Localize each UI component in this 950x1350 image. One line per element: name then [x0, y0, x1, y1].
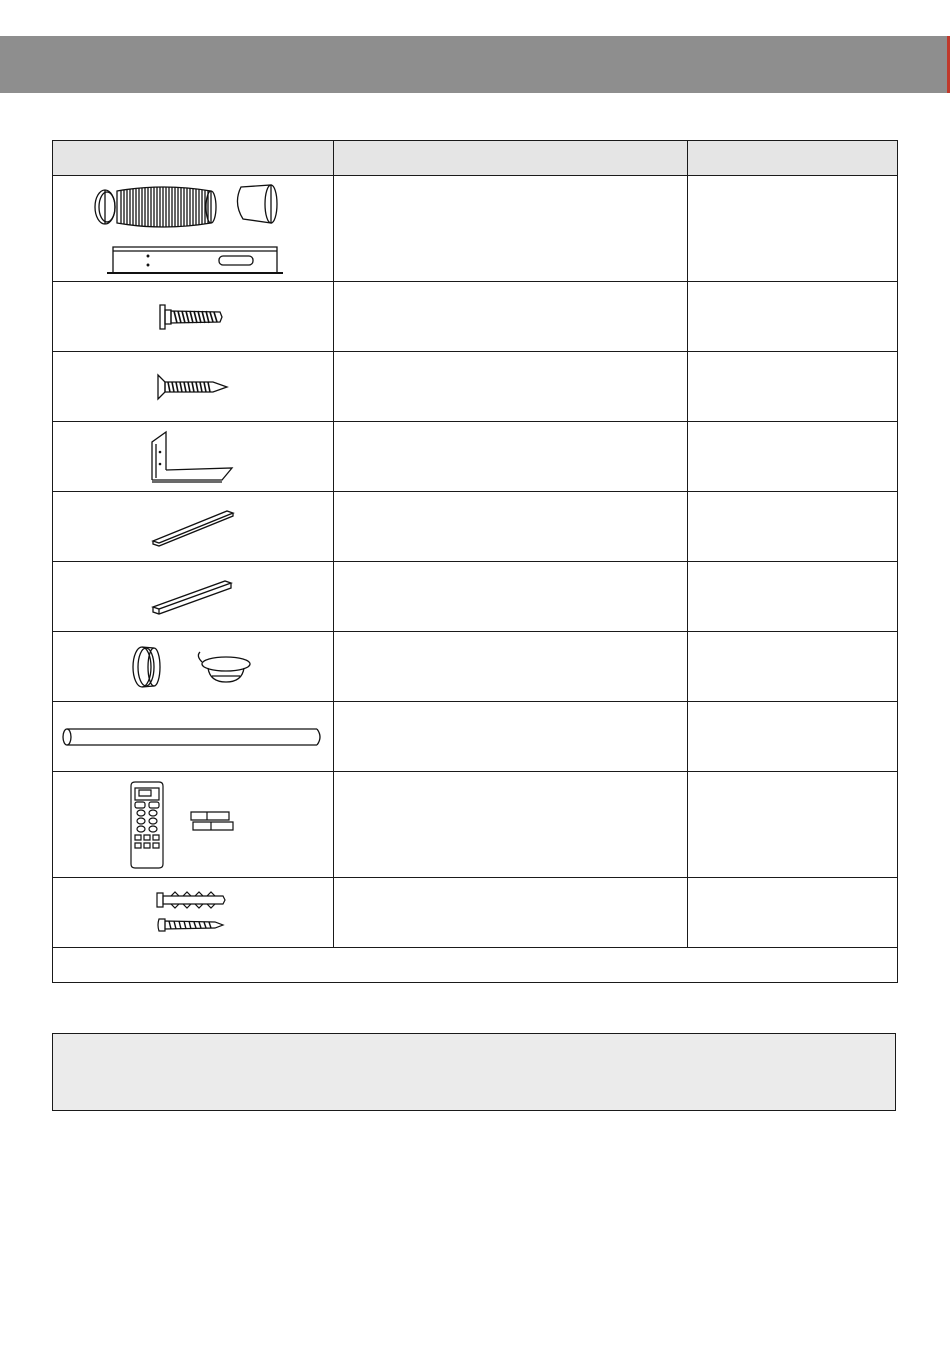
flat-strip-icon — [151, 507, 235, 547]
row-name-cell — [334, 702, 688, 772]
row-name-cell — [334, 878, 688, 948]
remote-control-icon — [123, 780, 263, 870]
table-row — [53, 878, 898, 948]
countersunk-screw-icon — [155, 372, 231, 402]
row-image-cell — [53, 282, 334, 352]
row-image-cell — [53, 562, 334, 632]
table-row — [53, 492, 898, 562]
row-qty-cell — [688, 282, 898, 352]
row-qty-cell — [688, 422, 898, 492]
table-row — [53, 282, 898, 352]
row-qty-cell — [688, 878, 898, 948]
drain-tube-icon — [61, 725, 325, 749]
row-qty-cell — [688, 562, 898, 632]
table-row — [53, 352, 898, 422]
row-name-cell — [334, 352, 688, 422]
row-qty-cell — [688, 632, 898, 702]
note-box — [52, 1033, 896, 1111]
table-row — [53, 562, 898, 632]
table-row — [53, 176, 898, 282]
exhaust-hose-kit-icon — [93, 181, 293, 277]
row-name-cell — [334, 632, 688, 702]
row-image-cell — [53, 772, 334, 878]
row-image-cell — [53, 352, 334, 422]
l-bracket-icon — [148, 430, 238, 484]
row-name-cell — [334, 176, 688, 282]
row-qty-cell — [688, 176, 898, 282]
row-qty-cell — [688, 702, 898, 772]
table-row — [53, 702, 898, 772]
anchor-and-screw-icon — [153, 891, 233, 935]
row-image-cell — [53, 492, 334, 562]
row-name-cell — [334, 422, 688, 492]
table-row — [53, 632, 898, 702]
header-bar — [0, 36, 950, 93]
row-image-cell — [53, 632, 334, 702]
row-image-cell — [53, 422, 334, 492]
header-name — [334, 141, 688, 176]
table-row — [53, 422, 898, 492]
row-image-cell — [53, 702, 334, 772]
table-footnote-row — [53, 948, 898, 983]
header-accessory — [53, 141, 334, 176]
parts-table — [52, 140, 898, 983]
header-quantity — [688, 141, 898, 176]
table-footnote — [53, 948, 898, 983]
row-name-cell — [334, 492, 688, 562]
row-qty-cell — [688, 772, 898, 878]
hose-adapter-icon — [128, 642, 258, 692]
table-header-row — [53, 141, 898, 176]
row-name-cell — [334, 772, 688, 878]
flange-bolt-icon — [158, 297, 228, 337]
row-name-cell — [334, 562, 688, 632]
row-name-cell — [334, 282, 688, 352]
row-qty-cell — [688, 352, 898, 422]
foam-strip-icon — [151, 577, 235, 617]
row-image-cell — [53, 878, 334, 948]
row-image-cell — [53, 176, 334, 282]
table-row — [53, 772, 898, 878]
row-qty-cell — [688, 492, 898, 562]
